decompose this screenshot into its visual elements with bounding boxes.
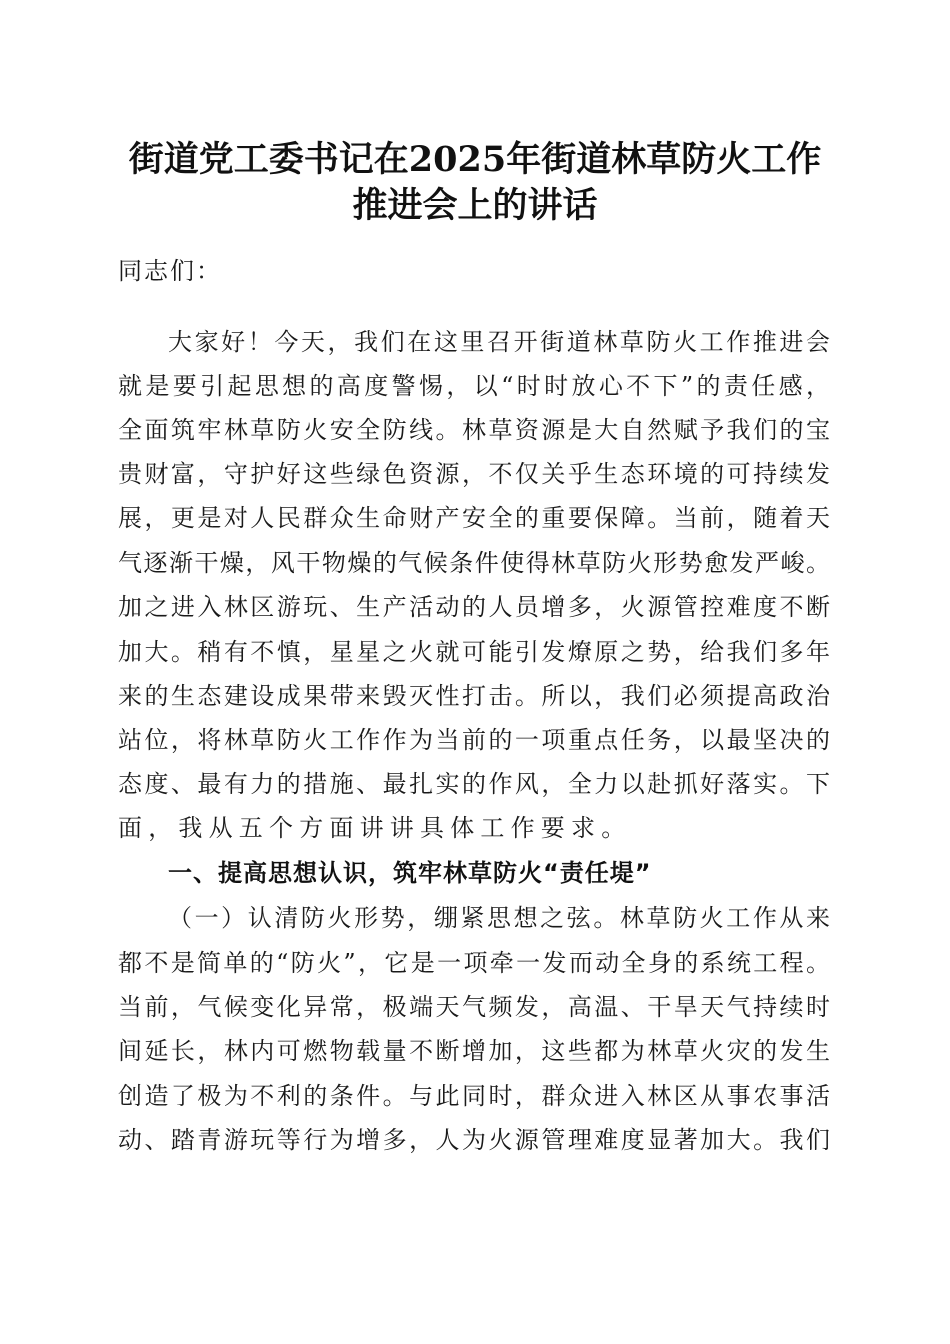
paragraph-line: 展，更是对人民群众生命财产安全的重要保障。当前，随着天 xyxy=(118,504,830,532)
paragraph-line: 气逐渐干燥，风干物燥的气候条件使得林草防火形势愈发严峻。 xyxy=(118,549,830,577)
document-title-line-1: 街道党工委书记在2025年街道林草防火工作 xyxy=(128,139,822,180)
paragraph-line: 面，我从五个方面讲讲具体工作要求。 xyxy=(118,814,632,842)
paragraph-line: 当前，气候变化异常，极端天气频发，高温、干旱天气持续时 xyxy=(118,993,830,1021)
paragraph-line: 都不是简单的“防火”，它是一项牵一发而动全身的系统工程。 xyxy=(118,949,830,977)
document-title-line-2: 推进会上的讲话 xyxy=(352,185,598,226)
paragraph-line: 动、踏青游玩等行为增多，人为火源管理难度显著加大。我们 xyxy=(118,1126,830,1154)
paragraph-line: 全面筑牢林草防火安全防线。林草资源是大自然赋予我们的宝 xyxy=(118,416,830,444)
paragraph-line: 大家好！今天，我们在这里召开街道林草防火工作推进会 xyxy=(168,328,830,356)
salutation: 同志们： xyxy=(118,257,222,285)
paragraph-line: 间延长，林内可燃物载量不断增加，这些都为林草火灾的发生 xyxy=(118,1037,830,1065)
paragraph-line: 加大。稍有不慎，星星之火就可能引发燎原之势，给我们多年 xyxy=(118,638,830,666)
paragraph-line: 就是要引起思想的高度警惕，以“时时放心不下”的责任感， xyxy=(118,372,830,400)
paragraph-line: 站位，将林草防火工作作为当前的一项重点任务，以最坚决的 xyxy=(118,726,830,754)
paragraph-line: 贵财富，守护好这些绿色资源，不仅关乎生态环境的可持续发 xyxy=(118,460,830,488)
paragraph-line: 态度、最有力的措施、最扎实的作风，全力以赴抓好落实。下 xyxy=(118,770,830,798)
paragraph-line: 创造了极为不利的条件。与此同时，群众进入林区从事农事活 xyxy=(118,1082,830,1110)
paragraph-line: 加之进入林区游玩、生产活动的人员增多，火源管控难度不断 xyxy=(118,593,830,621)
paragraph-line: 来的生态建设成果带来毁灭性打击。所以，我们必须提高政治 xyxy=(118,682,830,710)
paragraph-line: （一）认清防火形势，绷紧思想之弦。林草防火工作从来 xyxy=(168,904,830,932)
section-heading-1: 一、提高思想认识，筑牢林草防火“责任堤” xyxy=(168,859,652,887)
